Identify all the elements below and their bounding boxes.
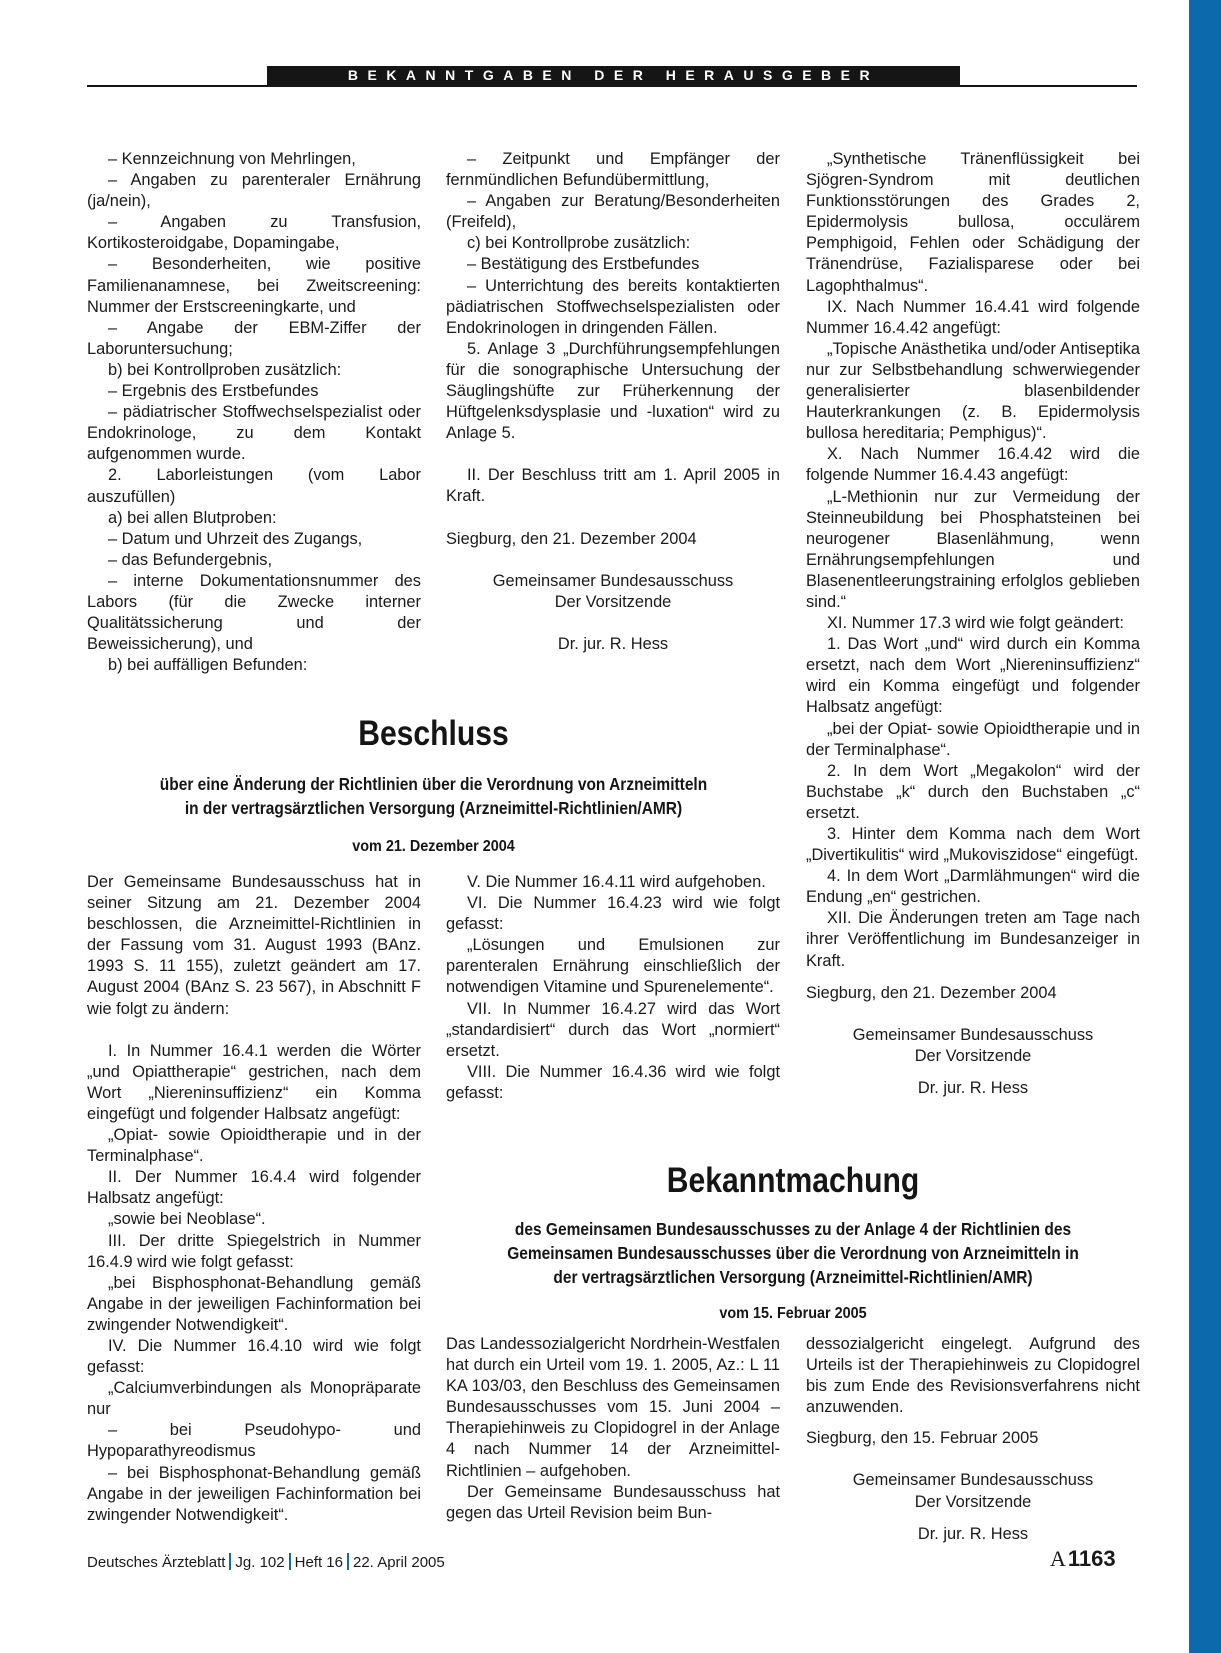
section-title: BEKANNTGABEN DER HERAUSGEBER	[347, 67, 880, 83]
bekanntmachung-title: Bekanntmachung	[666, 1161, 920, 1200]
paragraph: I. In Nummer 16.4.1 werden die Wörter „und Opiattherapie“ gestrichen, nach dem Wort „Niereninsuffizienz“ ein Komma eingefügt und folgender Halbsatz angefügt:	[87, 1041, 421, 1123]
signature-role: Der Vorsitzende	[914, 1046, 1032, 1065]
bekanntmachung-subtitle-1: des Gemeinsamen Bundesausschusses zu der Anlage 4 der Richtlinien des	[514, 1219, 1072, 1239]
paragraph: „bei Bisphosphonat-Behandlung gemäß Angabe in der jeweiligen Fachinformation bei zwingender Notwendigkeit“.	[87, 1273, 421, 1334]
paragraph: – bei Bisphosphonat-Behandlung gemäß Angabe in der jeweiligen Fachinformation bei zwingender Notwendigkeit“.	[87, 1463, 421, 1524]
signature-body: Gemeinsamer Bundesausschuss	[492, 571, 734, 590]
paragraph: – Ergebnis des Erstbefundes	[108, 382, 319, 401]
paragraph: „Topische Anästhetika und/oder Antiseptika nur zur Selbstbehandlung schwerwiegender generalisierter blasenbildender Hauterkrankungen (z. B. Epidermolysis bullosa hereditaria; Pemphigus)“.	[806, 339, 1140, 443]
paragraph: b) bei Kontrollproben zusätzlich:	[108, 360, 342, 379]
beschluss-date: vom 21. Dezember 2004	[352, 838, 515, 855]
top-col-2	[446, 149, 780, 655]
paragraph: c) bei Kontrollprobe zusätzlich:	[467, 234, 691, 253]
paragraph: a) bei allen Blutproben:	[108, 508, 277, 527]
paragraph: – interne Dokumentationsnummer des Labors (für die Zwecke interner Qualitätssicherung und der Beweissicherung), und	[87, 571, 421, 654]
paragraph: – Unterrichtung des bereits kontaktierten pädiatrischen Stoffwechselspezialisten oder Endokrinologen in dringenden Fällen.	[446, 276, 780, 337]
journal-name: Deutsches Ärzteblatt	[87, 1554, 226, 1571]
signature-name: Dr. jur. R. Hess	[917, 1078, 1029, 1097]
footer-separator	[347, 1553, 349, 1570]
beschluss-col-1	[87, 872, 421, 1526]
page-number	[1050, 1546, 1116, 1572]
paragraph: – Angaben zur Beratung/Besonderheiten (Freifeld),	[446, 192, 780, 232]
paragraph: 5. Anlage 3 „Durchführungsempfehlungen für die sonographische Untersuchung der Säuglingshüfte zur Früherkennung der Hüftgelenksdysplasie und -luxation“ wird zu Anlage 5.	[446, 339, 780, 443]
paragraph: III. Der dritte Spiegelstrich in Nummer 16.4.9 wird wie folgt gefasst:	[87, 1231, 421, 1271]
beschluss-subtitle-2: in der vertragsärztlichen Versorgung (Arzneimittel-Richtlinien/AMR)	[184, 798, 683, 818]
journal-issue: Heft 16	[294, 1554, 343, 1571]
section-header-bar	[267, 66, 960, 85]
signature-body: Gemeinsamer Bundesausschuss	[852, 1025, 1094, 1044]
paragraph: – das Befundergebnis,	[108, 550, 273, 569]
paragraph: „Opiat- sowie Opioidtherapie und in der Terminalphase“.	[87, 1126, 421, 1166]
bekanntmachung-col-3	[806, 1334, 1140, 1545]
bekanntmachung-date: vom 15. Februar 2005	[719, 1305, 867, 1322]
bekanntmachung-col-2	[446, 1334, 780, 1524]
footer-separator	[289, 1553, 291, 1570]
paragraph: Das Landessozialgericht Nordrhein-Westfalen hat durch ein Urteil vom 19. 1. 2005, Az.: L 11 KA 103/03, den Beschluss des Gemeinsamen Bundesausschusses vom 15. Juni 2004 – Therapiehinweis zu Clopidogrel in der Anlage 4 nach Nummer 14 der Arzneimittel-Richtlinien – aufgehoben.	[446, 1335, 780, 1480]
page-prefix: A	[1050, 1546, 1066, 1571]
paragraph: – pädiatrischer Stoffwechselspezialist oder Endokrinologe, zu dem Kontakt aufgenommen wurde.	[87, 403, 421, 464]
paragraph: V. Die Nummer 16.4.11 wird aufgehoben.	[467, 873, 766, 891]
paragraph: 2. Laborleistungen (vom Labor auszufüllen)	[87, 466, 421, 506]
paragraph: – Kennzeichnung von Mehrlingen,	[108, 150, 356, 168]
beschluss-heading	[87, 714, 780, 858]
paragraph: dessozialgericht eingelegt. Aufgrund des Urteils ist der Therapiehinweis zu Clopidogrel bis zum Ende des Revisionsverfahrens nicht anzuwenden.	[806, 1335, 1140, 1417]
bekanntmachung-heading	[446, 1161, 1140, 1325]
signature-role: Der Vorsitzende	[554, 592, 672, 611]
paragraph: IV. Die Nummer 16.4.10 wird wie folgt gefasst:	[87, 1336, 421, 1377]
paragraph: 2. In dem Wort „Megakolon“ wird der Buchstabe „k“ durch den Buchstaben „c“ ersetzt.	[806, 761, 1140, 822]
paragraph: „Synthetische Tränenflüssigkeit bei Sjögren-Syndrom mit deutlichen Funktionsstörungen des Grades 2, Epidermolysis bullosa, occulärem Pemphigoid, Fehlen oder Schädigung der Tränendrüse, Fazialisparese oder bei Lagophthalmus“.	[806, 150, 1140, 295]
signature-name: Dr. jur. R. Hess	[917, 1524, 1029, 1543]
page-number-value: 1163	[1067, 1546, 1116, 1571]
beschluss-subtitle-1: über eine Änderung der Richtlinien über die Verordnung von Arzneimitteln	[159, 774, 708, 794]
footer-separator	[229, 1553, 231, 1570]
paragraph: 3. Hinter dem Komma nach dem Wort „Divertikulitis“ wird „Mukoviszidose“ eingefügt.	[806, 825, 1140, 865]
place-date: Siegburg, den 15. Februar 2005	[806, 1429, 1039, 1448]
paragraph: – Zeitpunkt und Empfänger der fernmündlichen Befundübermittlung,	[446, 150, 780, 190]
paragraph: II. Der Nummer 16.4.4 wird folgender Halbsatz angefügt:	[87, 1168, 421, 1208]
closing-paragraph: II. Der Beschluss tritt am 1. April 2005 in Kraft.	[446, 466, 780, 506]
paragraph: IX. Nach Nummer 16.4.41 wird folgende Nummer 16.4.42 angefügt:	[806, 297, 1140, 337]
header-rule	[87, 85, 1137, 87]
intro-paragraph: Der Gemeinsame Bundesausschuss hat in seiner Sitzung am 21. Dezember 2004 beschlossen, die Arzneimittel-Richtlinien in der Fassung vom 31. August 1993 (BAnz. 1993 S. 11 155), zuletzt geändert am 17. August 2004 (BAnz S. 23 567), in Abschnitt F wie folgt zu ändern:	[87, 873, 421, 1018]
bekanntmachung-subtitle-3: der vertragsärztlichen Versorgung (Arzneimittel-Richtlinien/AMR)	[553, 1267, 1033, 1287]
paragraph: – Angabe der EBM-Ziffer der Laboruntersuchung;	[87, 318, 421, 358]
paragraph: 1. Das Wort „und“ wird durch ein Komma ersetzt, nach dem Wort „Niereninsuffizienz“ wird ein Komma eingefügt und folgender Halbsatz angefügt:	[806, 635, 1140, 717]
paragraph: „Lösungen und Emulsionen zur parenteralen Ernährung einschließlich der notwendigen Vitamine und Spurenelemente“.	[446, 936, 780, 997]
signature-role: Der Vorsitzende	[914, 1492, 1032, 1511]
signature-body: Gemeinsamer Bundesausschuss	[852, 1471, 1094, 1490]
paragraph: „Calciumverbindungen als Monopräparate nur	[87, 1379, 421, 1419]
beschluss-title: Beschluss	[358, 714, 509, 753]
beschluss-col-2	[446, 872, 780, 1104]
paragraph: „L-Methionin nur zur Vermeidung der Steinneubildung bei Phosphatsteinen bei neurogener Blasenlähmung, wenn Ernährungsempfehlungen und Blasenentleerungstraining erfolglos geblieben sind.“	[806, 487, 1140, 611]
place-date: Siegburg, den 21. Dezember 2004	[446, 529, 697, 548]
paragraph: – Datum und Uhrzeit des Zugangs,	[108, 529, 363, 548]
paragraph: „bei der Opiat- sowie Opioidtherapie und in der Terminalphase“.	[806, 719, 1140, 759]
beschluss-col-3	[806, 149, 1140, 1099]
paragraph: – Besonderheiten, wie positive Familienanamnese, bei Zweitscreening: Nummer der Erstscreeningkarte, und	[87, 255, 421, 316]
journal-volume: Jg. 102	[235, 1554, 285, 1571]
paragraph: „sowie bei Neoblase“.	[108, 1210, 266, 1229]
paragraph: VIII. Die Nummer 16.4.36 wird wie folgt gefasst:	[446, 1062, 780, 1102]
paragraph: – bei Pseudohypo- und Hypoparathyreodismus	[87, 1421, 421, 1461]
signature-name: Dr. jur. R. Hess	[557, 634, 669, 653]
paragraph: VI. Die Nummer 16.4.23 wird wie folgt gefasst:	[446, 894, 780, 934]
side-accent-bar	[1189, 0, 1221, 1653]
paragraph: XI. Nummer 17.3 wird wie folgt geändert:	[827, 614, 1124, 633]
paragraph: – Angaben zu Transfusion, Kortikosteroidgabe, Dopamingabe,	[87, 213, 421, 253]
bekanntmachung-subtitle-2: Gemeinsamen Bundesausschusses über die Verordnung von Arzneimitteln in	[507, 1243, 1079, 1263]
paragraph: 4. In dem Wort „Darmlähmungen“ wird die Endung „en“ gestrichen.	[806, 867, 1140, 907]
paragraph: VII. In Nummer 16.4.27 wird das Wort „standardisiert“ durch das Wort „normiert“ ersetzt.	[446, 999, 780, 1060]
journal-date: 22. April 2005	[353, 1554, 445, 1571]
place-date: Siegburg, den 21. Dezember 2004	[806, 983, 1057, 1002]
paragraph: X. Nach Nummer 16.4.42 wird die folgende Nummer 16.4.43 angefügt:	[806, 445, 1140, 485]
paragraph: XII. Die Änderungen treten am Tage nach ihrer Veröffentlichung im Bundesanzeiger in Kraft.	[806, 909, 1140, 970]
paragraph: – Bestätigung des Erstbefundes	[467, 255, 700, 274]
paragraph: – Angaben zu parenteraler Ernährung (ja/nein),	[87, 171, 421, 211]
page-footer	[87, 1553, 445, 1571]
paragraph: b) bei auffälligen Befunden:	[108, 656, 308, 675]
paragraph: Der Gemeinsame Bundesausschuss hat gegen das Urteil Revision beim Bun-	[446, 1482, 780, 1522]
top-col-1	[87, 149, 421, 676]
